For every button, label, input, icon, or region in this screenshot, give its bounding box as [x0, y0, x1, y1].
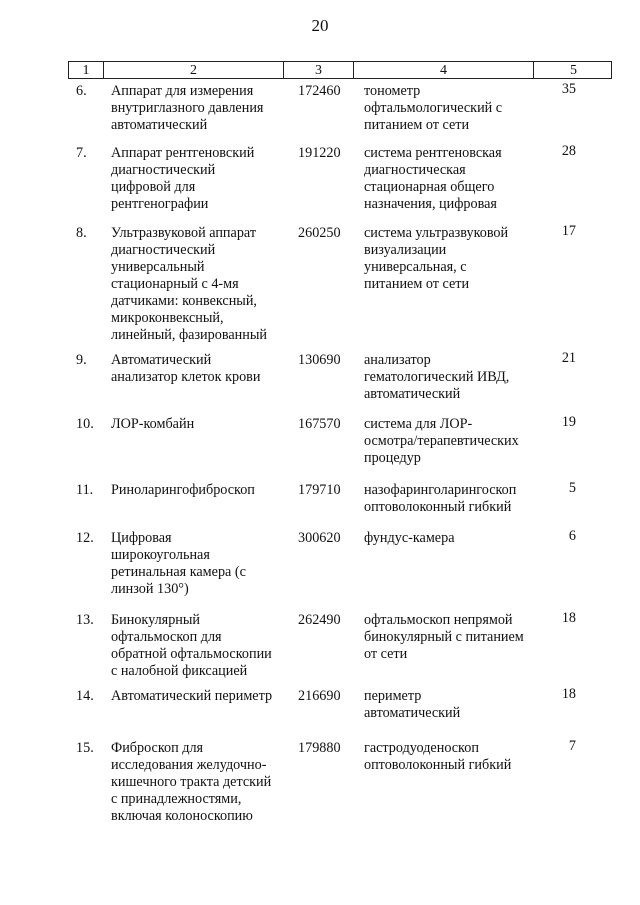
item-name-line: Автоматический	[111, 352, 212, 368]
item-code: 260250	[298, 225, 341, 241]
item-name	[111, 145, 286, 213]
item-type-line: визуализации	[364, 242, 447, 258]
item-type-line: процедур	[364, 450, 421, 466]
row-number: 14.	[76, 688, 94, 704]
item-quantity: 6	[568, 528, 576, 544]
item-name-line: цифровой для	[111, 179, 196, 195]
item-name	[111, 740, 286, 825]
item-quantity: 17	[561, 223, 576, 239]
item-name	[111, 225, 286, 344]
item-type-line: универсальная, с	[364, 259, 467, 275]
item-type-line: периметр	[364, 688, 422, 704]
item-name-line: универсальный	[111, 259, 205, 275]
row-number: 10.	[76, 416, 94, 432]
header-cell-2: 2	[104, 62, 284, 79]
item-name-line: анализатор клеток крови	[111, 369, 261, 385]
item-name-line: датчиками: конвексный,	[111, 293, 257, 309]
item-type-line: гастродуоденоскоп	[364, 740, 479, 756]
item-type	[364, 688, 544, 722]
item-code: 179880	[298, 740, 341, 756]
item-type-line: стационарная общего	[364, 179, 495, 195]
row-number: 8.	[76, 225, 87, 241]
item-name-line: обратной офтальмоскопии	[111, 646, 272, 662]
item-type-line: от сети	[364, 646, 408, 662]
item-type-line: назначения, цифровая	[364, 196, 497, 212]
item-name	[111, 612, 286, 680]
item-name	[111, 83, 286, 134]
item-type-line: гематологический ИВД,	[364, 369, 510, 385]
table-header	[68, 61, 612, 79]
item-name	[111, 482, 286, 499]
item-name-line: широкоугольная	[111, 547, 210, 563]
item-name-line: Автоматический периметр	[111, 688, 273, 704]
item-quantity: 19	[561, 414, 576, 430]
item-type-line: система для ЛОР-	[364, 416, 473, 432]
item-type-line: питанием от сети	[364, 276, 470, 292]
item-name-line: линзой 130°)	[111, 581, 189, 597]
item-name-line: диагностический	[111, 242, 216, 258]
row-number: 12.	[76, 530, 94, 546]
item-name-line: ЛОР-комбайн	[111, 416, 195, 432]
item-type	[364, 530, 544, 547]
item-name-line: с налобной фиксацией	[111, 663, 248, 679]
item-code: 172460	[298, 83, 341, 99]
item-code: 130690	[298, 352, 341, 368]
item-name-line: микроконвексный,	[111, 310, 224, 326]
header-cell-3: 3	[284, 62, 354, 79]
row-number: 11.	[76, 482, 94, 498]
item-name-line: Аппарат для измерения	[111, 83, 254, 99]
item-quantity: 28	[561, 143, 576, 159]
item-type-line: система ультразвуковой	[364, 225, 509, 241]
item-quantity: 18	[561, 610, 576, 626]
item-type	[364, 416, 544, 467]
item-type-line: автоматический	[364, 705, 461, 721]
item-type-line: система рентгеновская	[364, 145, 502, 161]
item-type-line: бинокулярный с питанием	[364, 629, 524, 645]
item-type-line: тонометр	[364, 83, 421, 99]
item-name-line: внутриглазного давления	[111, 100, 264, 116]
item-code: 179710	[298, 482, 341, 498]
item-quantity: 7	[568, 738, 576, 754]
item-type	[364, 83, 544, 134]
item-quantity: 35	[561, 81, 576, 97]
item-name	[111, 530, 286, 598]
row-number: 6.	[76, 83, 87, 99]
item-name-line: Риноларингофиброскоп	[111, 482, 255, 498]
item-name-line: включая колоноскопию	[111, 808, 253, 824]
item-name-line: исследования желудочно-	[111, 757, 267, 773]
item-type	[364, 225, 544, 293]
item-type-line: оптоволоконный гибкий	[364, 499, 512, 515]
item-code: 191220	[298, 145, 341, 161]
item-name	[111, 688, 286, 705]
row-number: 7.	[76, 145, 87, 161]
item-code: 300620	[298, 530, 341, 546]
item-type-line: осмотра/терапевтических	[364, 433, 519, 449]
page-number: 20	[311, 16, 329, 35]
row-number: 9.	[76, 352, 87, 368]
item-name-line: с принадлежностями,	[111, 791, 242, 807]
row-number: 13.	[76, 612, 94, 628]
item-name	[111, 416, 286, 433]
item-name-line: Фиброскоп для	[111, 740, 204, 756]
header-cell-1: 1	[69, 62, 104, 79]
item-type-line: назофаринголарингоскоп	[364, 482, 517, 498]
item-name-line: рентгенографии	[111, 196, 209, 212]
item-type-line: питанием от сети	[364, 117, 470, 133]
item-type	[364, 482, 544, 516]
item-quantity: 21	[561, 350, 576, 366]
item-quantity: 5	[568, 480, 576, 496]
item-name-line: автоматический	[111, 117, 208, 133]
item-name-line: Бинокулярный	[111, 612, 201, 628]
item-name-line: линейный, фазированный	[111, 327, 267, 343]
item-type-line: офтальмоскоп непрямой	[364, 612, 513, 628]
item-type-line: оптоволоконный гибкий	[364, 757, 512, 773]
item-name-line: Аппарат рентгеновский	[111, 145, 255, 161]
item-code: 216690	[298, 688, 341, 704]
item-type	[364, 612, 544, 663]
item-name-line: кишечного тракта детский	[111, 774, 272, 790]
item-name-line: диагностический	[111, 162, 216, 178]
row-number: 15.	[76, 740, 94, 756]
item-type-line: диагностическая	[364, 162, 466, 178]
item-name-line: стационарный с 4-мя	[111, 276, 239, 292]
item-type-line: автоматический	[364, 386, 461, 402]
item-type	[364, 740, 544, 774]
item-quantity: 18	[561, 686, 576, 702]
item-code: 167570	[298, 416, 341, 432]
item-type-line: фундус-камера	[364, 530, 455, 546]
item-name-line: ретинальная камера (с	[111, 564, 246, 580]
item-name-line: офтальмоскоп для	[111, 629, 222, 645]
item-code: 262490	[298, 612, 341, 628]
item-type-line: офтальмологический с	[364, 100, 503, 116]
header-cell-4: 4	[354, 62, 534, 79]
item-type	[364, 145, 544, 213]
item-name-line: Цифровая	[111, 530, 172, 546]
item-name-line: Ультразвуковой аппарат	[111, 225, 257, 241]
item-type	[364, 352, 544, 403]
item-name	[111, 352, 286, 386]
item-type-line: анализатор	[364, 352, 431, 368]
header-cell-5: 5	[570, 63, 577, 78]
